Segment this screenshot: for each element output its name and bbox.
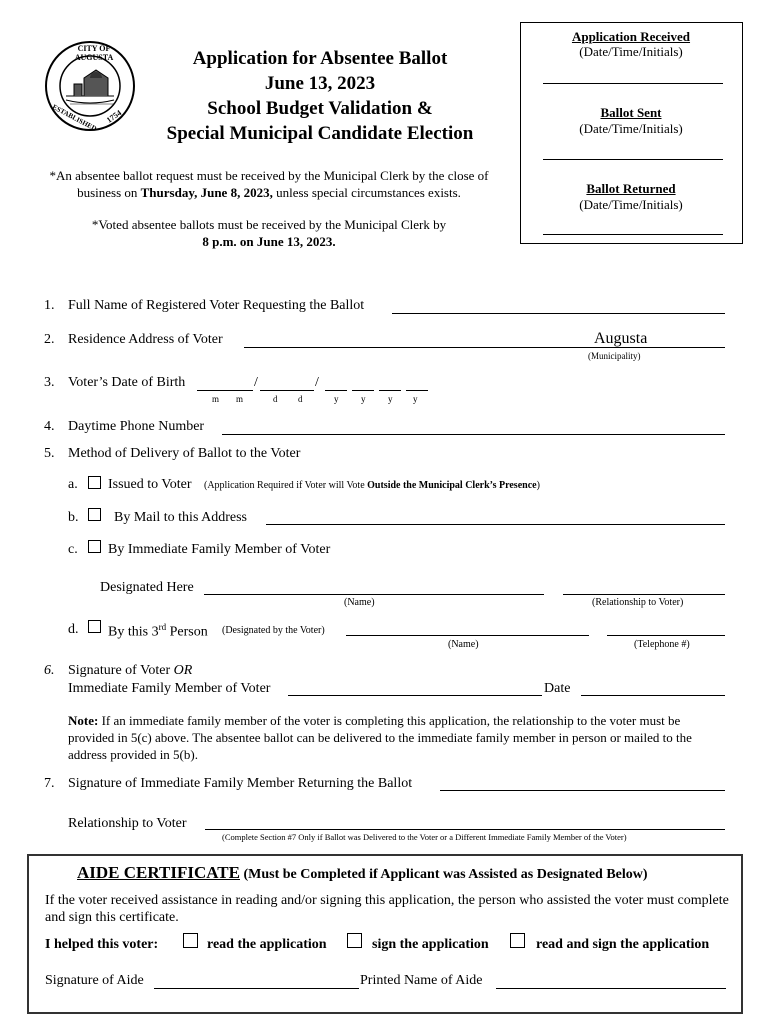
third-person-name-field[interactable] [346,635,589,636]
returning-member-signature-field[interactable] [440,790,725,791]
dob-hint-y1: y [334,394,339,404]
option-c-checkbox[interactable] [88,540,101,553]
aide-read-sign-label: read and sign the application [536,937,710,952]
aide-sign-checkbox[interactable] [347,933,362,948]
item-6-line-1: Signature of Voter OR [68,663,193,678]
option-d-label: By this 3rd Person [108,622,208,640]
item-1-number: 1. [44,298,55,313]
signature-date-field[interactable] [581,695,725,696]
aide-certificate-box [27,854,743,1014]
item-2-label: Residence Address of Voter [68,332,223,347]
daytime-phone-field[interactable] [222,434,725,435]
seal-established-text: ESTABLISHED [50,102,98,134]
designated-relationship-caption: (Relationship to Voter) [592,597,684,608]
title-line-3: School Budget Validation & [207,98,433,119]
municipality-value: Augusta [594,330,648,347]
option-a-checkbox[interactable] [88,476,101,489]
aide-printed-name-field[interactable] [496,988,726,989]
item-7-relationship-label: Relationship to Voter [68,816,187,831]
option-d-checkbox[interactable] [88,620,101,633]
dob-year-digit-2[interactable] [352,390,374,391]
aide-signature-label: Signature of Aide [45,973,144,988]
designated-name-field[interactable] [204,594,544,595]
dob-separator-1: / [254,375,258,390]
dob-month-field[interactable] [197,390,253,391]
option-c-letter: c. [68,542,78,557]
item-3-number: 3. [44,375,55,390]
mail-address-field[interactable] [266,524,725,525]
seal-city-text: CITY OF AUGUSTA [74,44,114,62]
municipality-caption: (Municipality) [588,351,641,361]
returned-sub: (Date/Time/Initials) [579,197,683,212]
notice-deadline [26,167,512,201]
item-3-label: Voter’s Date of Birth [68,375,186,390]
residence-address-field[interactable] [244,347,725,348]
received-title: Application Received [571,29,691,44]
notice-2-line-2: 8 p.m. on June 13, 2023. [202,234,336,249]
notice-1-line-1: *An absentee ballot request must be received by the Municipal Clerk by the close of [49,168,489,183]
item-4-number: 4. [44,419,55,434]
option-b-letter: b. [68,510,79,525]
item-5-number: 5. [44,446,55,461]
dob-hint-d1: d [273,394,278,404]
dob-day-field[interactable] [260,390,314,391]
voter-name-field[interactable] [392,313,725,314]
designated-relationship-field[interactable] [563,594,725,595]
dob-hint-m2: m [236,394,244,404]
dob-year-digit-3[interactable] [379,390,401,391]
dob-hint-y2: y [361,394,366,404]
third-person-phone-field[interactable] [607,635,725,636]
aide-printed-name-label: Printed Name of Aide [360,973,483,988]
aide-read-sign-checkbox[interactable] [510,933,525,948]
item-7-caption: (Complete Section #7 Only if Ballot was Delivered to the Voter or a Different Immediate Family Member of the Voter) [222,832,627,842]
sent-sub: (Date/Time/Initials) [579,121,683,136]
dob-hint-d2: d [298,394,303,404]
third-person-name-caption: (Name) [448,639,479,650]
item-6-number: 6. [44,663,55,678]
item-2-number: 2. [44,332,55,347]
item-4-label: Daytime Phone Number [68,419,205,434]
sent-field[interactable] [543,159,723,160]
page-title [140,46,500,146]
returned-field[interactable] [543,234,723,235]
option-a-note: (Application Required if Voter will Vote Outside the Municipal Clerk’s Presence) [204,480,540,491]
dob-hint-y4: y [413,394,418,404]
notice-1-line-2: business on Thursday, June 8, 2023, unless special circumstances exists. [77,185,461,200]
returning-member-relationship-field[interactable] [205,829,725,830]
designated-name-caption: (Name) [344,597,375,608]
dob-year-digit-1[interactable] [325,390,347,391]
option-b-label: By Mail to this Address [114,510,248,525]
aide-read-checkbox[interactable] [183,933,198,948]
item-5-label: Method of Delivery of Ballot to the Voter [68,446,301,461]
family-member-note: Note: If an immediate family member of the voter is completing this application, the relationship to the voter must be provided in 5(c) above. The absentee ballot can be delivered to the immediate family member in person or mailed to the address provided in 5(b). [68,713,692,762]
item-1-label: Full Name of Registered Voter Requesting the Ballot [68,298,365,313]
notice-return [26,216,512,250]
voter-signature-field[interactable] [288,695,542,696]
aide-title: AIDE CERTIFICATE (Must be Completed if Applicant was Assisted as Designated Below) [77,863,648,882]
third-person-phone-caption: (Telephone #) [634,639,690,650]
aide-read-label: read the application [207,937,327,952]
notice-2-line-1: *Voted absentee ballots must be received by the Municipal Clerk by [91,217,447,232]
helped-label: I helped this voter: [45,937,159,952]
option-c-label: By Immediate Family Member of Voter [108,542,331,557]
option-d-letter: d. [68,622,79,637]
city-seal [44,40,136,132]
title-line-1: Application for Absentee Ballot [192,48,448,69]
item-7-label: Signature of Immediate Family Member Returning the Ballot [68,776,413,791]
item-6-line-2: Immediate Family Member of Voter [68,681,271,696]
received-sub: (Date/Time/Initials) [579,44,683,59]
received-field[interactable] [543,83,723,84]
aide-instructions: If the voter received assistance in reading and/or signing this application, the person who assisted the voter must complete and sign this certificate. [45,893,729,925]
office-use-box [520,22,743,244]
returned-title: Ballot Returned [586,181,676,196]
seal-year: 1754 [104,108,124,125]
aide-signature-field[interactable] [154,988,359,989]
dob-separator-2: / [315,375,319,390]
item-7-number: 7. [44,776,55,791]
dob-hint-m1: m [212,394,220,404]
dob-year-digit-4[interactable] [406,390,428,391]
option-a-letter: a. [68,477,78,492]
designated-label: Designated Here [100,580,194,595]
option-d-note: (Designated by the Voter) [222,625,325,636]
item-6-date-label: Date [544,681,571,696]
dob-hint-y3: y [388,394,393,404]
title-line-2: June 13, 2023 [264,73,376,94]
sent-title: Ballot Sent [600,105,662,120]
option-a-label: Issued to Voter [108,477,192,492]
aide-sign-label: sign the application [372,937,489,952]
option-b-checkbox[interactable] [88,508,101,521]
title-line-4: Special Municipal Candidate Election [166,123,474,144]
